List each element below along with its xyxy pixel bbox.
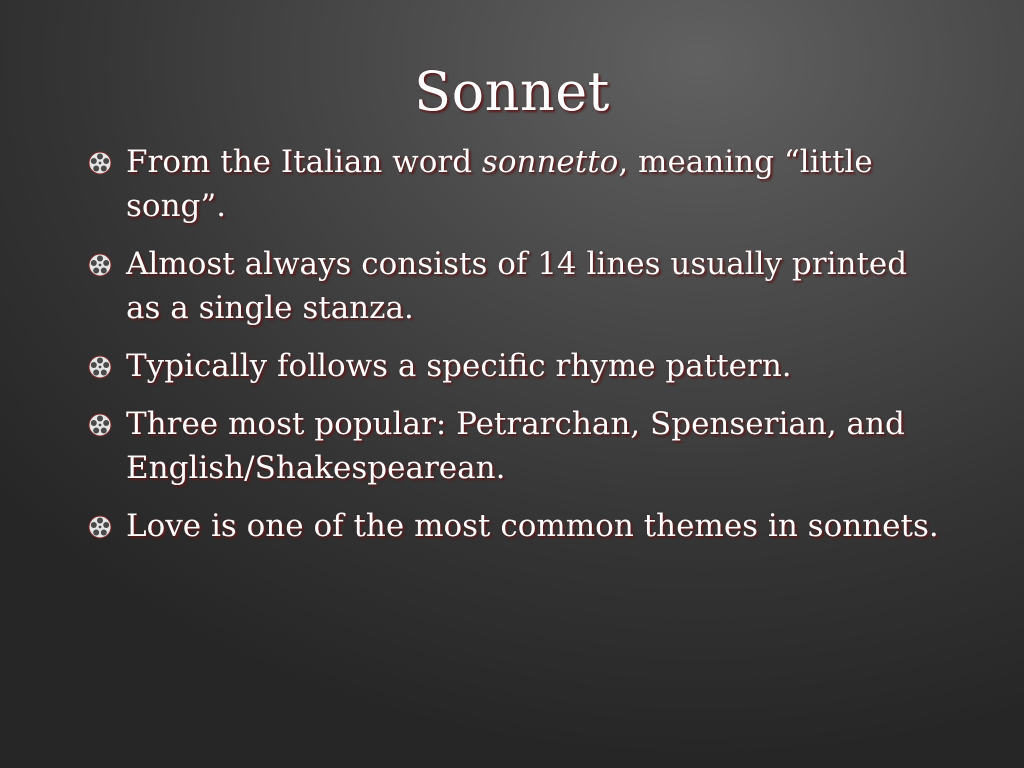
bullet-text-3: Typically follows a specific rhyme pattern.: [126, 348, 792, 384]
film-reel-icon: [88, 253, 112, 277]
bullet-item-3: [88, 344, 948, 388]
film-reel-icon: [88, 151, 112, 175]
slide-title: Sonnet: [414, 60, 610, 123]
bullet-item-1: [88, 140, 948, 228]
bullet-item-4: [88, 402, 948, 490]
bullet-list: [88, 140, 948, 562]
bullet-text-4: Three most popular: Petrarchan, Spenserian, and English/Shakespearean.: [126, 406, 905, 486]
bullet-item-2: [88, 242, 948, 330]
film-reel-icon: [88, 355, 112, 379]
italic-word: sonnetto: [481, 144, 619, 180]
bullet-text-2: Almost always consists of 14 lines usually printed as a single stanza.: [126, 246, 908, 326]
film-reel-icon: [88, 515, 112, 539]
film-reel-icon: [88, 413, 112, 437]
bullet-text-1: From the Italian word sonnetto, meaning “little song”.: [126, 144, 873, 224]
bullet-item-5: [88, 504, 948, 548]
bullet-text-5: Love is one of the most common themes in sonnets.: [126, 508, 939, 544]
